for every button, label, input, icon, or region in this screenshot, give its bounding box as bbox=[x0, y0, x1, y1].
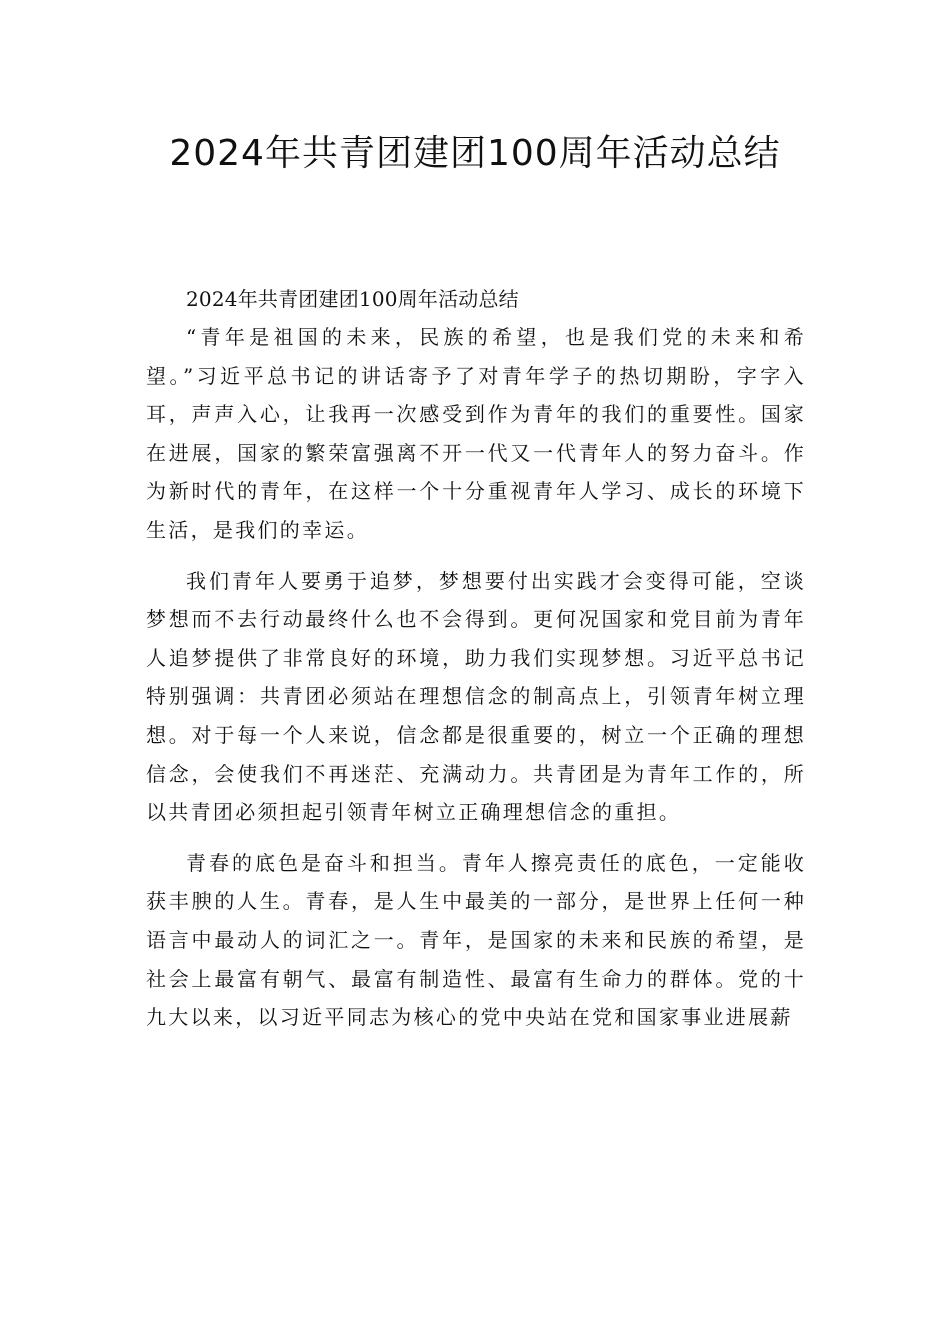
paragraph-2: 我们青年人要勇于追梦，梦想要付出实践才会变得可能，空谈梦想而不去行动最终什么也不会得到。更何况国家和党目前为青年人追梦提供了非常良好的环境，助力我们实现梦想。习近平总书记特别强调：共青团必须站在理想信念的制高点上，引领青年树立理想。对于每一个人来说，信念都是很重要的，树立一个正确的理想信念，会使我们不再迷茫、充满动力。共青团是为青年工作的，所以共青团必须担起引领青年树立正确理想信念的重担。 bbox=[146, 568, 806, 825]
document-title: 2024年共青团建团100周年活动总结 bbox=[169, 133, 781, 174]
paragraph-1: “青年是祖国的未来，民族的希望，也是我们党的未来和希望。”习近平总书记的讲话寄予了对青年学子的热切期盼，字字入耳，声声入心，让我再一次感受到作为青年的我们的重要性。国家在进展，国家的繁荣富强离不开一代又一代青年人的努力奋斗。作为新时代的青年，在这样一个十分重视青年人学习、成长的环境下生活，是我们的幸运。 bbox=[146, 325, 806, 542]
paragraph-3: 青春的底色是奋斗和担当。青年人擦亮责任的底色，一定能收获丰腴的人生。青春，是人生中最美的一部分，是世界上任何一种语言中最动人的词汇之一。青年，是国家的未来和民族的希望，是社会上最富有朝气、最富有制造性、最富有生命力的群体。党的十九大以来，以习近平同志为核心的党中央站在党和国家事业进展薪 bbox=[146, 850, 806, 1030]
document-body bbox=[146, 280, 806, 1049]
document-subtitle: 2024年共青团建团100周年活动总结 bbox=[186, 287, 519, 311]
